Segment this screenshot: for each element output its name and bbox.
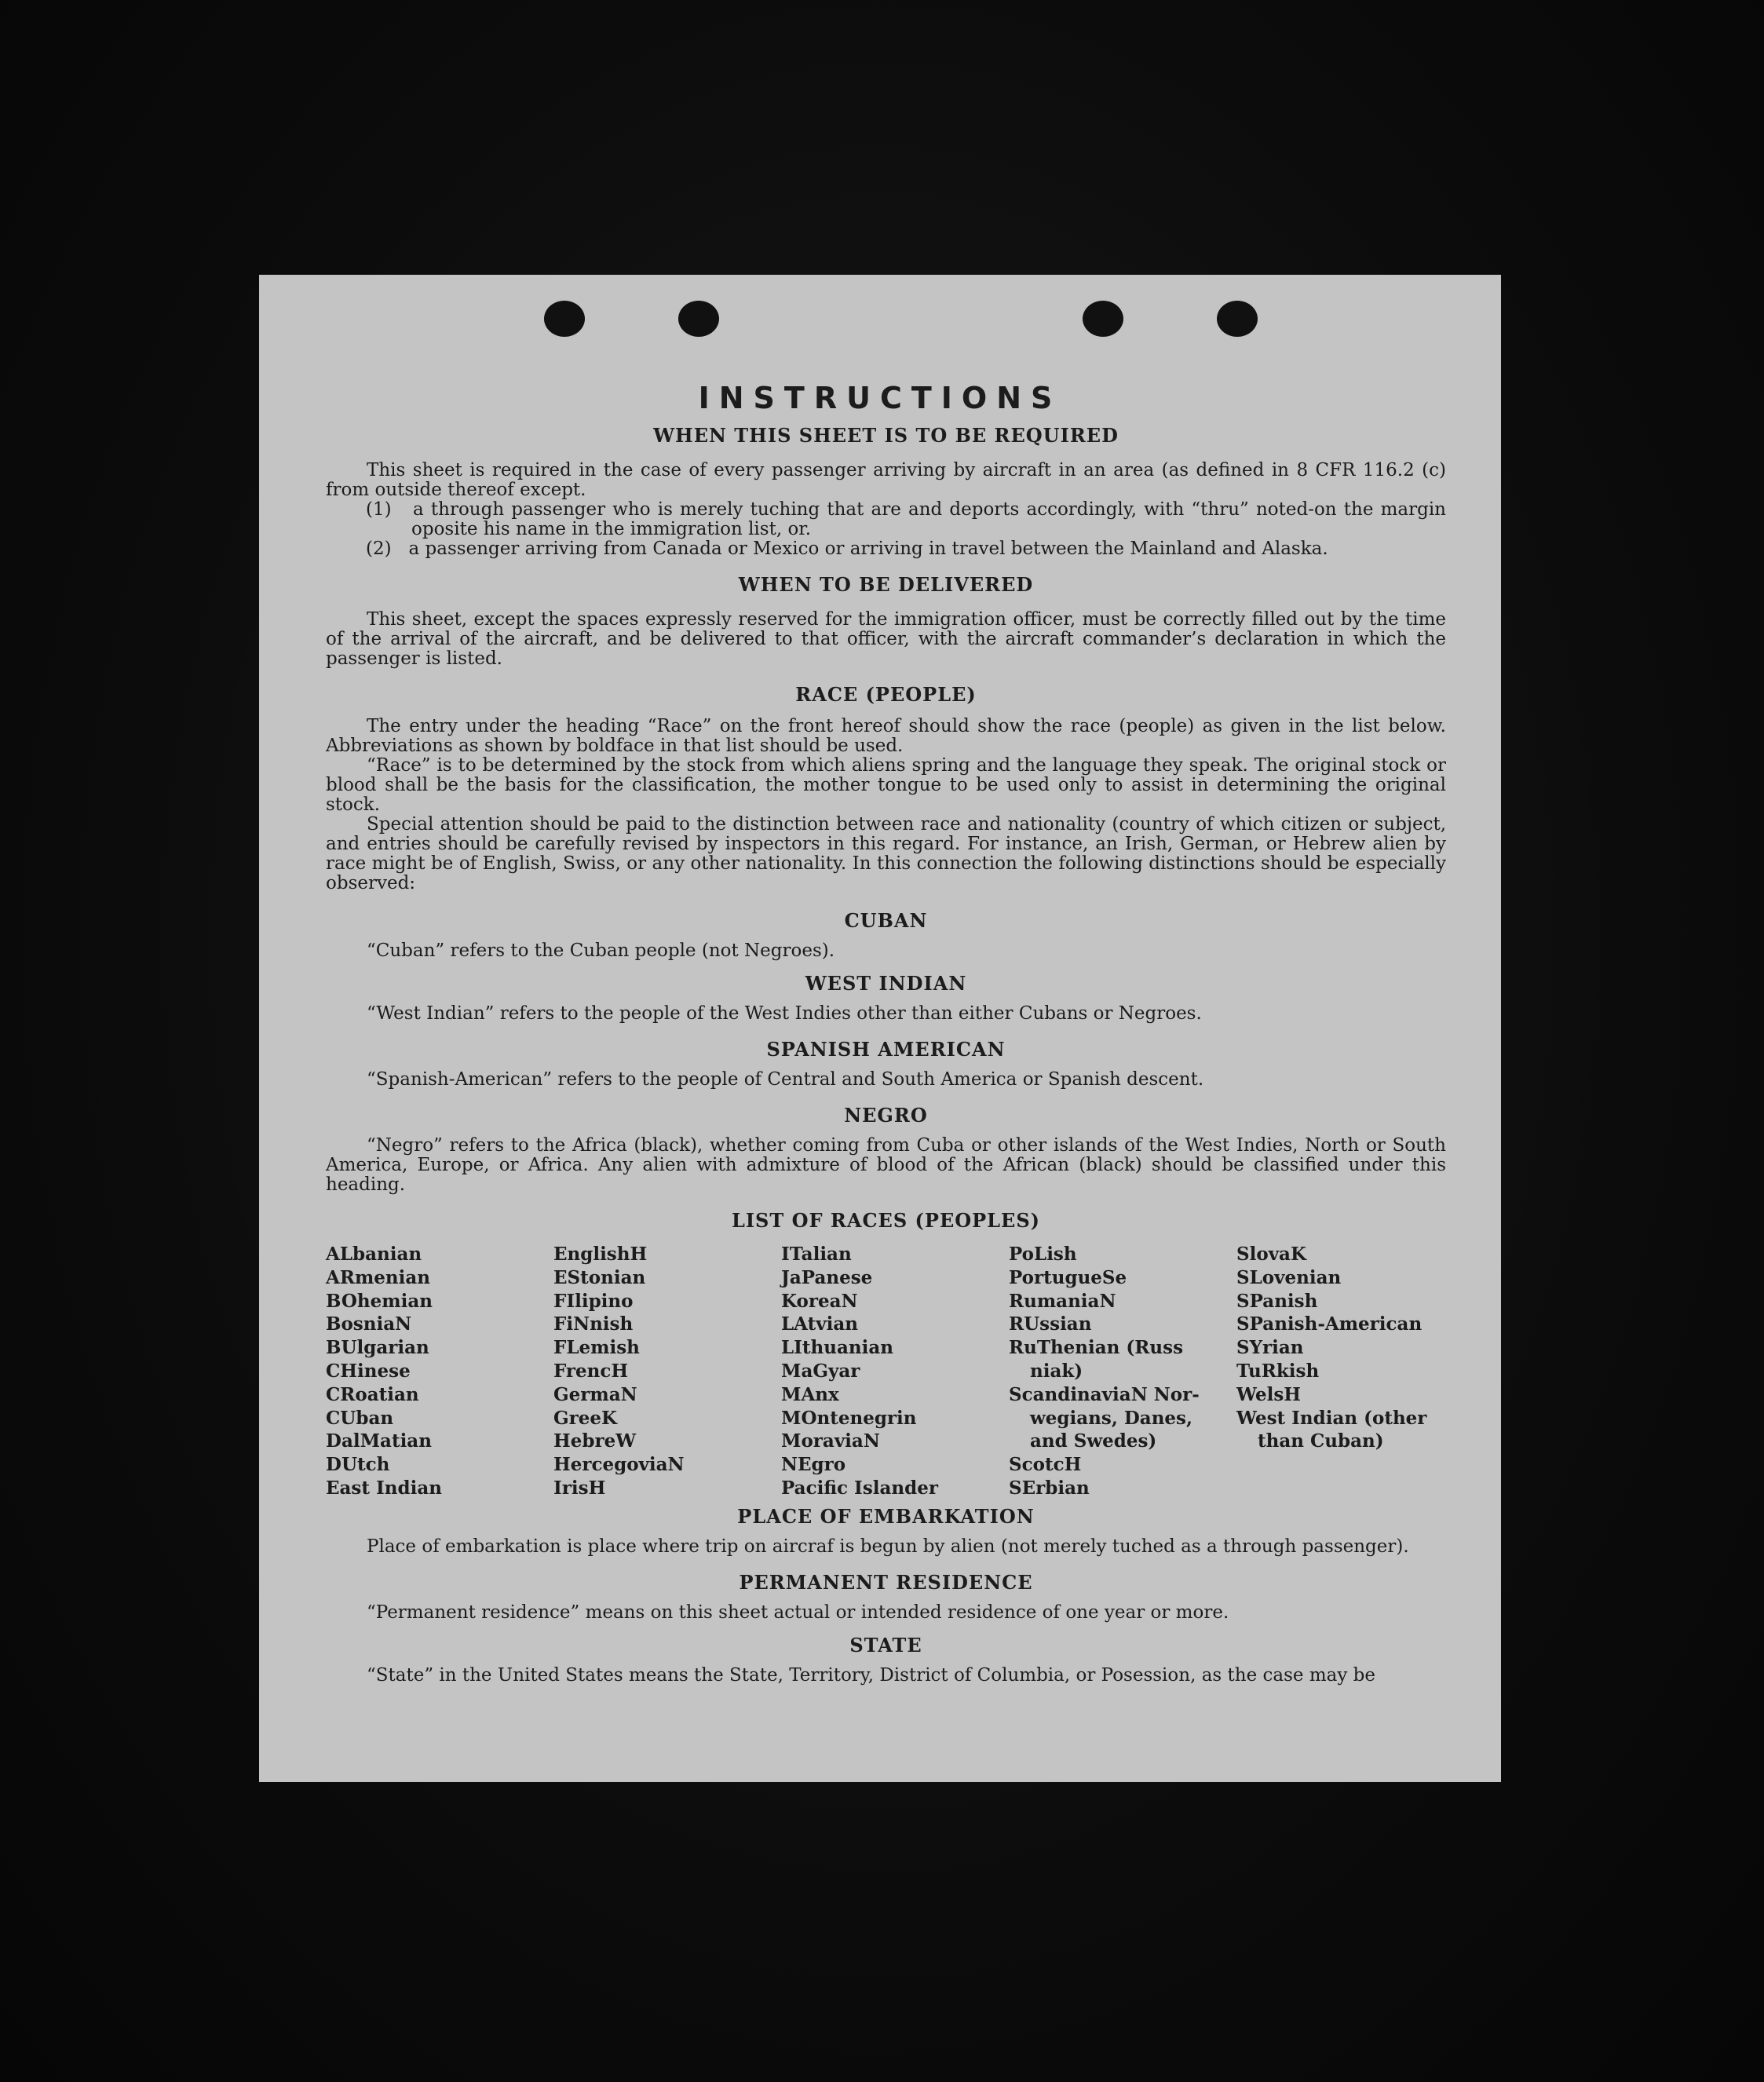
race-entry: FIlipino	[553, 1290, 634, 1312]
race-entry: Pacific Islander	[781, 1477, 938, 1499]
item-number: (2)	[366, 539, 392, 559]
item-text: a through passenger who is merely tuching that are and deports accordingly, with “thru” noted-on the margin oposite his name in the immigration list, or.	[411, 499, 1446, 539]
cuban-text: “Cuban” refers to the Cuban people (not Negroes).	[367, 941, 835, 961]
race-entry: ScotcH	[1009, 1454, 1082, 1476]
race-entry: PoLish	[1009, 1244, 1077, 1265]
heading-race: RACE (PEOPLE)	[795, 683, 977, 706]
race-entry: BOhemian	[326, 1290, 433, 1312]
exception-item-1	[326, 500, 1446, 539]
heading-negro: NEGRO	[844, 1104, 928, 1127]
instructions-body	[326, 424, 1446, 1686]
race-entry: GreeK	[553, 1407, 618, 1429]
race-entry: RumaniaN	[1009, 1290, 1116, 1312]
race-entry: FLemish	[553, 1337, 640, 1359]
race-entry: KoreaN	[781, 1290, 858, 1312]
race-entry: JaPanese	[781, 1266, 873, 1288]
race-entry: MOntenegrin	[781, 1407, 917, 1429]
race-entry: IrisH	[553, 1477, 606, 1499]
races-column-2	[553, 1243, 781, 1500]
race-entry: BUlgarian	[326, 1337, 429, 1359]
race-entry: MAnx	[781, 1383, 839, 1405]
required-intro: This sheet is required in the case of every passenger arriving by aircraft in an area (as defined in 8 CFR 116.2 (c) from outside thereof except.	[326, 460, 1446, 500]
embarkation-text: Place of embarkation is place where trip on aircraf is begun by alien (not merely tuched as a through passenger).	[367, 1536, 1409, 1557]
race-entry: SPanish-American	[1236, 1313, 1423, 1335]
state-text: “State” in the United States means the State, Territory, District of Columbia, or Posession, as the case may be	[367, 1664, 1375, 1686]
spanish-american-text: “Spanish-American” refers to the people of Central and South America or Spanish descent.	[367, 1069, 1204, 1090]
race-entry: DalMatian	[326, 1430, 432, 1452]
race-paragraph-1: The entry under the heading “Race” on the front hereof should show the race (people) as given in the list below. Abbreviations as shown by boldface in that list should be used.	[326, 716, 1446, 756]
races-column-5	[1236, 1243, 1441, 1500]
races-column-1	[326, 1243, 553, 1500]
race-entry: LIthuanian	[781, 1337, 893, 1359]
race-entry: CHinese	[326, 1360, 411, 1382]
race-entry: MoraviaN	[781, 1430, 880, 1452]
race-entry: HebreW	[553, 1430, 637, 1452]
race-entry: MaGyar	[781, 1360, 860, 1382]
heading-when-delivered: WHEN TO BE DELIVERED	[738, 573, 1034, 596]
item-text: a passenger arriving from Canada or Mexico or arriving in travel between the Mainland and Alaska.	[408, 539, 1328, 559]
item-number: (1)	[366, 499, 392, 520]
heading-permanent-residence: PERMANENT RESIDENCE	[739, 1570, 1033, 1594]
punch-hole	[1083, 301, 1123, 337]
race-entry: WelsH	[1236, 1383, 1302, 1405]
races-table	[326, 1243, 1446, 1500]
delivered-text: This sheet, except the spaces expressly reserved for the immigration officer, must be correctly filled out by the time of the arrival of the aircraft, and be delivered to that officer, with the aircraft commander’s declaration in which the passenger is listed.	[326, 609, 1446, 669]
races-column-3	[781, 1243, 1009, 1500]
heading-west-indian: WEST INDIAN	[805, 972, 967, 995]
race-entry: FrencH	[553, 1360, 629, 1382]
race-entry: SLovenian	[1236, 1266, 1342, 1288]
race-entry: SlovaK	[1236, 1244, 1306, 1265]
race-paragraph-3: Special attention should be paid to the distinction between race and nationality (country of which citizen or subject, and entries should be carefully revised by inspectors in this regard. For instance, an Irish, German, or Hebrew alien by race might be of English, Swiss, or any other nationality. In this connection the following distinctions should be especially observed:	[326, 814, 1446, 893]
heading-list-of-races: LIST OF RACES (PEOPLES)	[731, 1209, 1041, 1232]
west-indian-text: “West Indian” refers to the people of the West Indies other than either Cubans or Negroes.	[367, 1003, 1202, 1024]
race-entry: LAtvian	[781, 1313, 858, 1335]
heading-state: STATE	[849, 1633, 922, 1656]
heading-place-of-embarkation: PLACE OF EMBARKATION	[737, 1504, 1035, 1528]
residence-text: “Permanent residence” means on this sheet actual or intended residence of one year or more.	[367, 1602, 1229, 1623]
punch-hole	[544, 301, 585, 337]
race-entry: ITalian	[781, 1244, 852, 1265]
punch-hole	[678, 301, 719, 337]
race-entry: East Indian	[326, 1477, 442, 1499]
race-entry: FiNnish	[553, 1313, 634, 1335]
race-entry: RUssian	[1009, 1313, 1092, 1335]
race-entry: BosniaN	[326, 1313, 412, 1335]
race-entry: DUtch	[326, 1454, 390, 1476]
race-entry: SErbian	[1009, 1477, 1090, 1499]
race-paragraph-2: “Race” is to be determined by the stock from which aliens spring and the language they speak. The original stock or blood shall be the basis for the classification, the mother tongue to be used only to assist in determining the original stock.	[326, 755, 1446, 815]
heading-cuban: CUBAN	[844, 909, 928, 932]
race-entry: RuThenian (Russ niak)	[1009, 1337, 1184, 1382]
race-entry: EnglishH	[553, 1244, 648, 1265]
race-entry: CUban	[326, 1407, 394, 1429]
race-entry: SYrian	[1236, 1337, 1304, 1359]
race-entry: NEgro	[781, 1454, 846, 1476]
exception-item-2	[326, 539, 1446, 559]
race-entry: GermaN	[553, 1383, 637, 1405]
heading-spanish-american: SPANISH AMERICAN	[766, 1038, 1006, 1061]
race-entry: PortugueSe	[1009, 1266, 1127, 1288]
race-entry: ScandinaviaN Nor- wegians, Danes, and Swedes)	[1009, 1383, 1200, 1452]
race-entry: West Indian (other than Cuban)	[1236, 1407, 1427, 1452]
race-entry: TuRkish	[1236, 1360, 1320, 1382]
heading-when-required: WHEN THIS SHEET IS TO BE REQUIRED	[653, 424, 1119, 447]
race-entry: ALbanian	[326, 1244, 422, 1265]
races-column-4	[1009, 1243, 1236, 1500]
race-entry: HercegoviaN	[553, 1454, 685, 1476]
race-entry: CRoatian	[326, 1383, 419, 1405]
race-entry: EStonian	[553, 1266, 646, 1288]
negro-text: “Negro” refers to the Africa (black), whether coming from Cuba or other islands of the West Indies, North or South America, Europe, or Africa. Any alien with admixture of blood of the African (black) should be classified under this heading.	[326, 1135, 1446, 1195]
instruction-sheet	[259, 275, 1501, 1782]
race-entry: ARmenian	[326, 1266, 431, 1288]
race-entry: SPanish	[1236, 1290, 1318, 1312]
punch-hole	[1217, 301, 1258, 337]
page-title: INSTRUCTIONS	[698, 381, 1062, 415]
